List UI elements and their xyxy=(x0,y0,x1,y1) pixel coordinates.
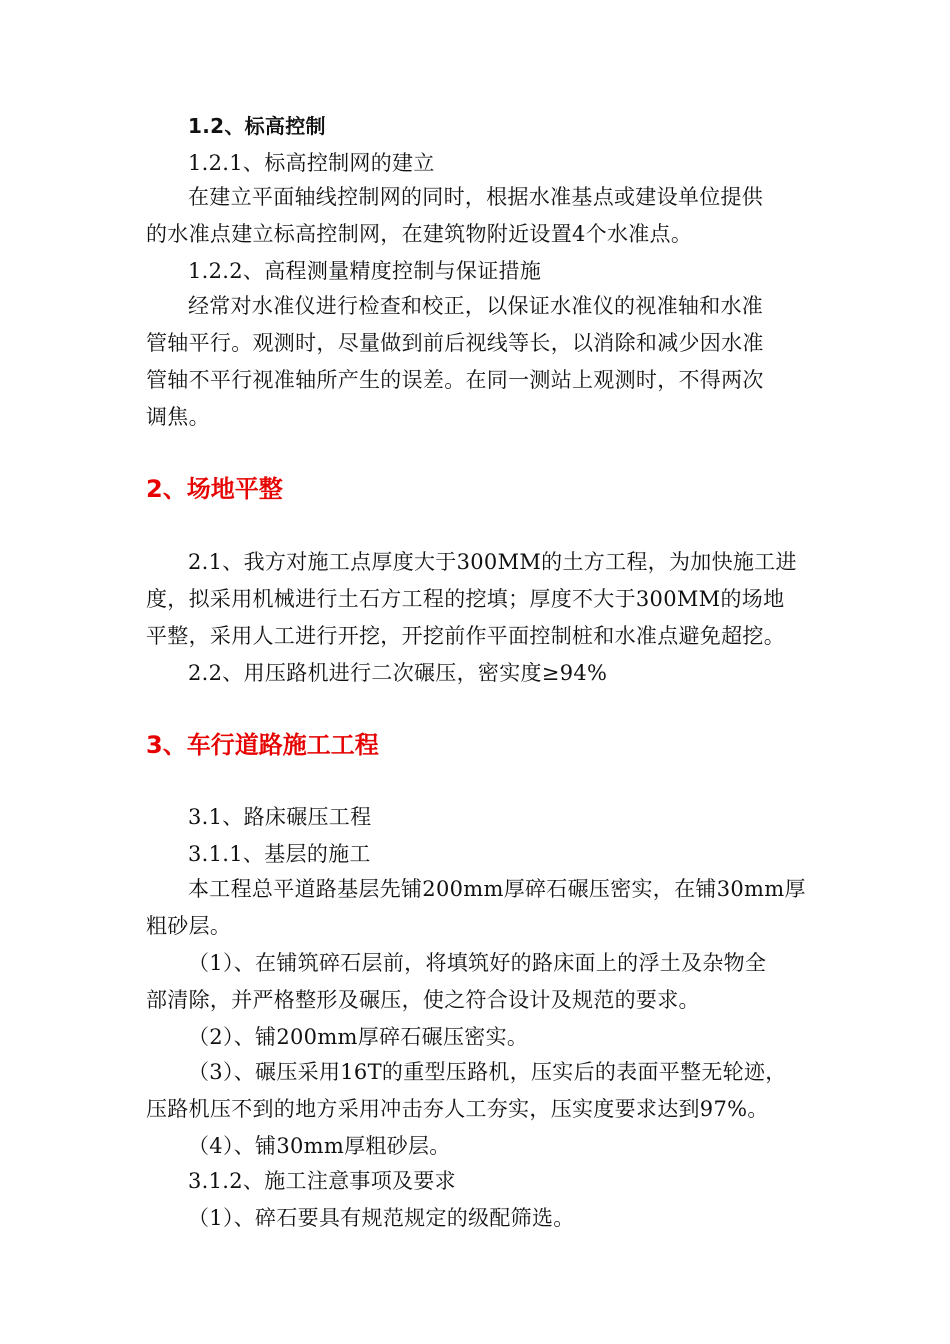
paragraph-line: 的水准点建立标高控制网，在建筑物附近设置4个水准点。 xyxy=(146,222,693,246)
paragraph-line: 2.1、我方对施工点厚度大于300MM的土方工程，为加快施工进 xyxy=(188,550,797,574)
section-1-2-title: 1.2、标高控制 xyxy=(188,114,326,138)
list-item: （4）、铺30mm厚粗砂层。 xyxy=(188,1134,451,1158)
subsection-3-1-title: 3.1、路床碾压工程 xyxy=(188,805,372,829)
section-3-heading: 3、车行道路施工工程 xyxy=(146,731,379,759)
subsection-3-1-1-title: 3.1.1、基层的施工 xyxy=(188,842,371,866)
paragraph-line: 调焦。 xyxy=(146,405,210,429)
list-item: （1）、碎石要具有规范规定的级配筛选。 xyxy=(188,1206,575,1230)
paragraph-line: 粗砂层。 xyxy=(146,914,232,938)
paragraph-line: 2.2、用压路机进行二次碾压，密实度≥94% xyxy=(188,661,608,685)
paragraph-line: 度，拟采用机械进行土石方工程的挖填；厚度不大于300MM的场地 xyxy=(146,587,785,611)
subsection-1-2-1-title: 1.2.1、标高控制网的建立 xyxy=(188,151,435,175)
list-item: 压路机压不到的地方采用冲击夯人工夯实，压实度要求达到97%。 xyxy=(146,1097,769,1121)
paragraph-line: 管轴平行。观测时，尽量做到前后视线等长，以消除和减少因水准 xyxy=(146,331,764,355)
paragraph-line: 管轴不平行视准轴所产生的误差。在同一测站上观测时，不得两次 xyxy=(146,368,764,392)
section-2-heading: 2、场地平整 xyxy=(146,475,283,503)
list-item: 部清除，并严格整形及碾压，使之符合设计及规范的要求。 xyxy=(146,988,700,1012)
list-item: （1）、在铺筑碎石层前，将填筑好的路床面上的浮土及杂物全 xyxy=(188,951,767,975)
list-item: （3）、碾压采用16T的重型压路机，压实后的表面平整无轮迹， xyxy=(188,1060,787,1084)
paragraph-line: 经常对水准仪进行检查和校正，以保证水准仪的视准轴和水准 xyxy=(188,294,764,318)
subsection-3-1-2-title: 3.1.2、施工注意事项及要求 xyxy=(188,1169,456,1193)
paragraph-line: 本工程总平道路基层先铺200mm厚碎石碾压密实，在铺30mm厚 xyxy=(188,877,806,901)
list-item: （2）、铺200mm厚碎石碾压密实。 xyxy=(188,1025,529,1049)
paragraph-line: 在建立平面轴线控制网的同时，根据水准基点或建设单位提供 xyxy=(188,185,764,209)
subsection-1-2-2-title: 1.2.2、高程测量精度控制与保证措施 xyxy=(188,259,542,283)
paragraph-line: 平整，采用人工进行开挖，开挖前作平面控制桩和水准点避免超挖。 xyxy=(146,624,785,648)
